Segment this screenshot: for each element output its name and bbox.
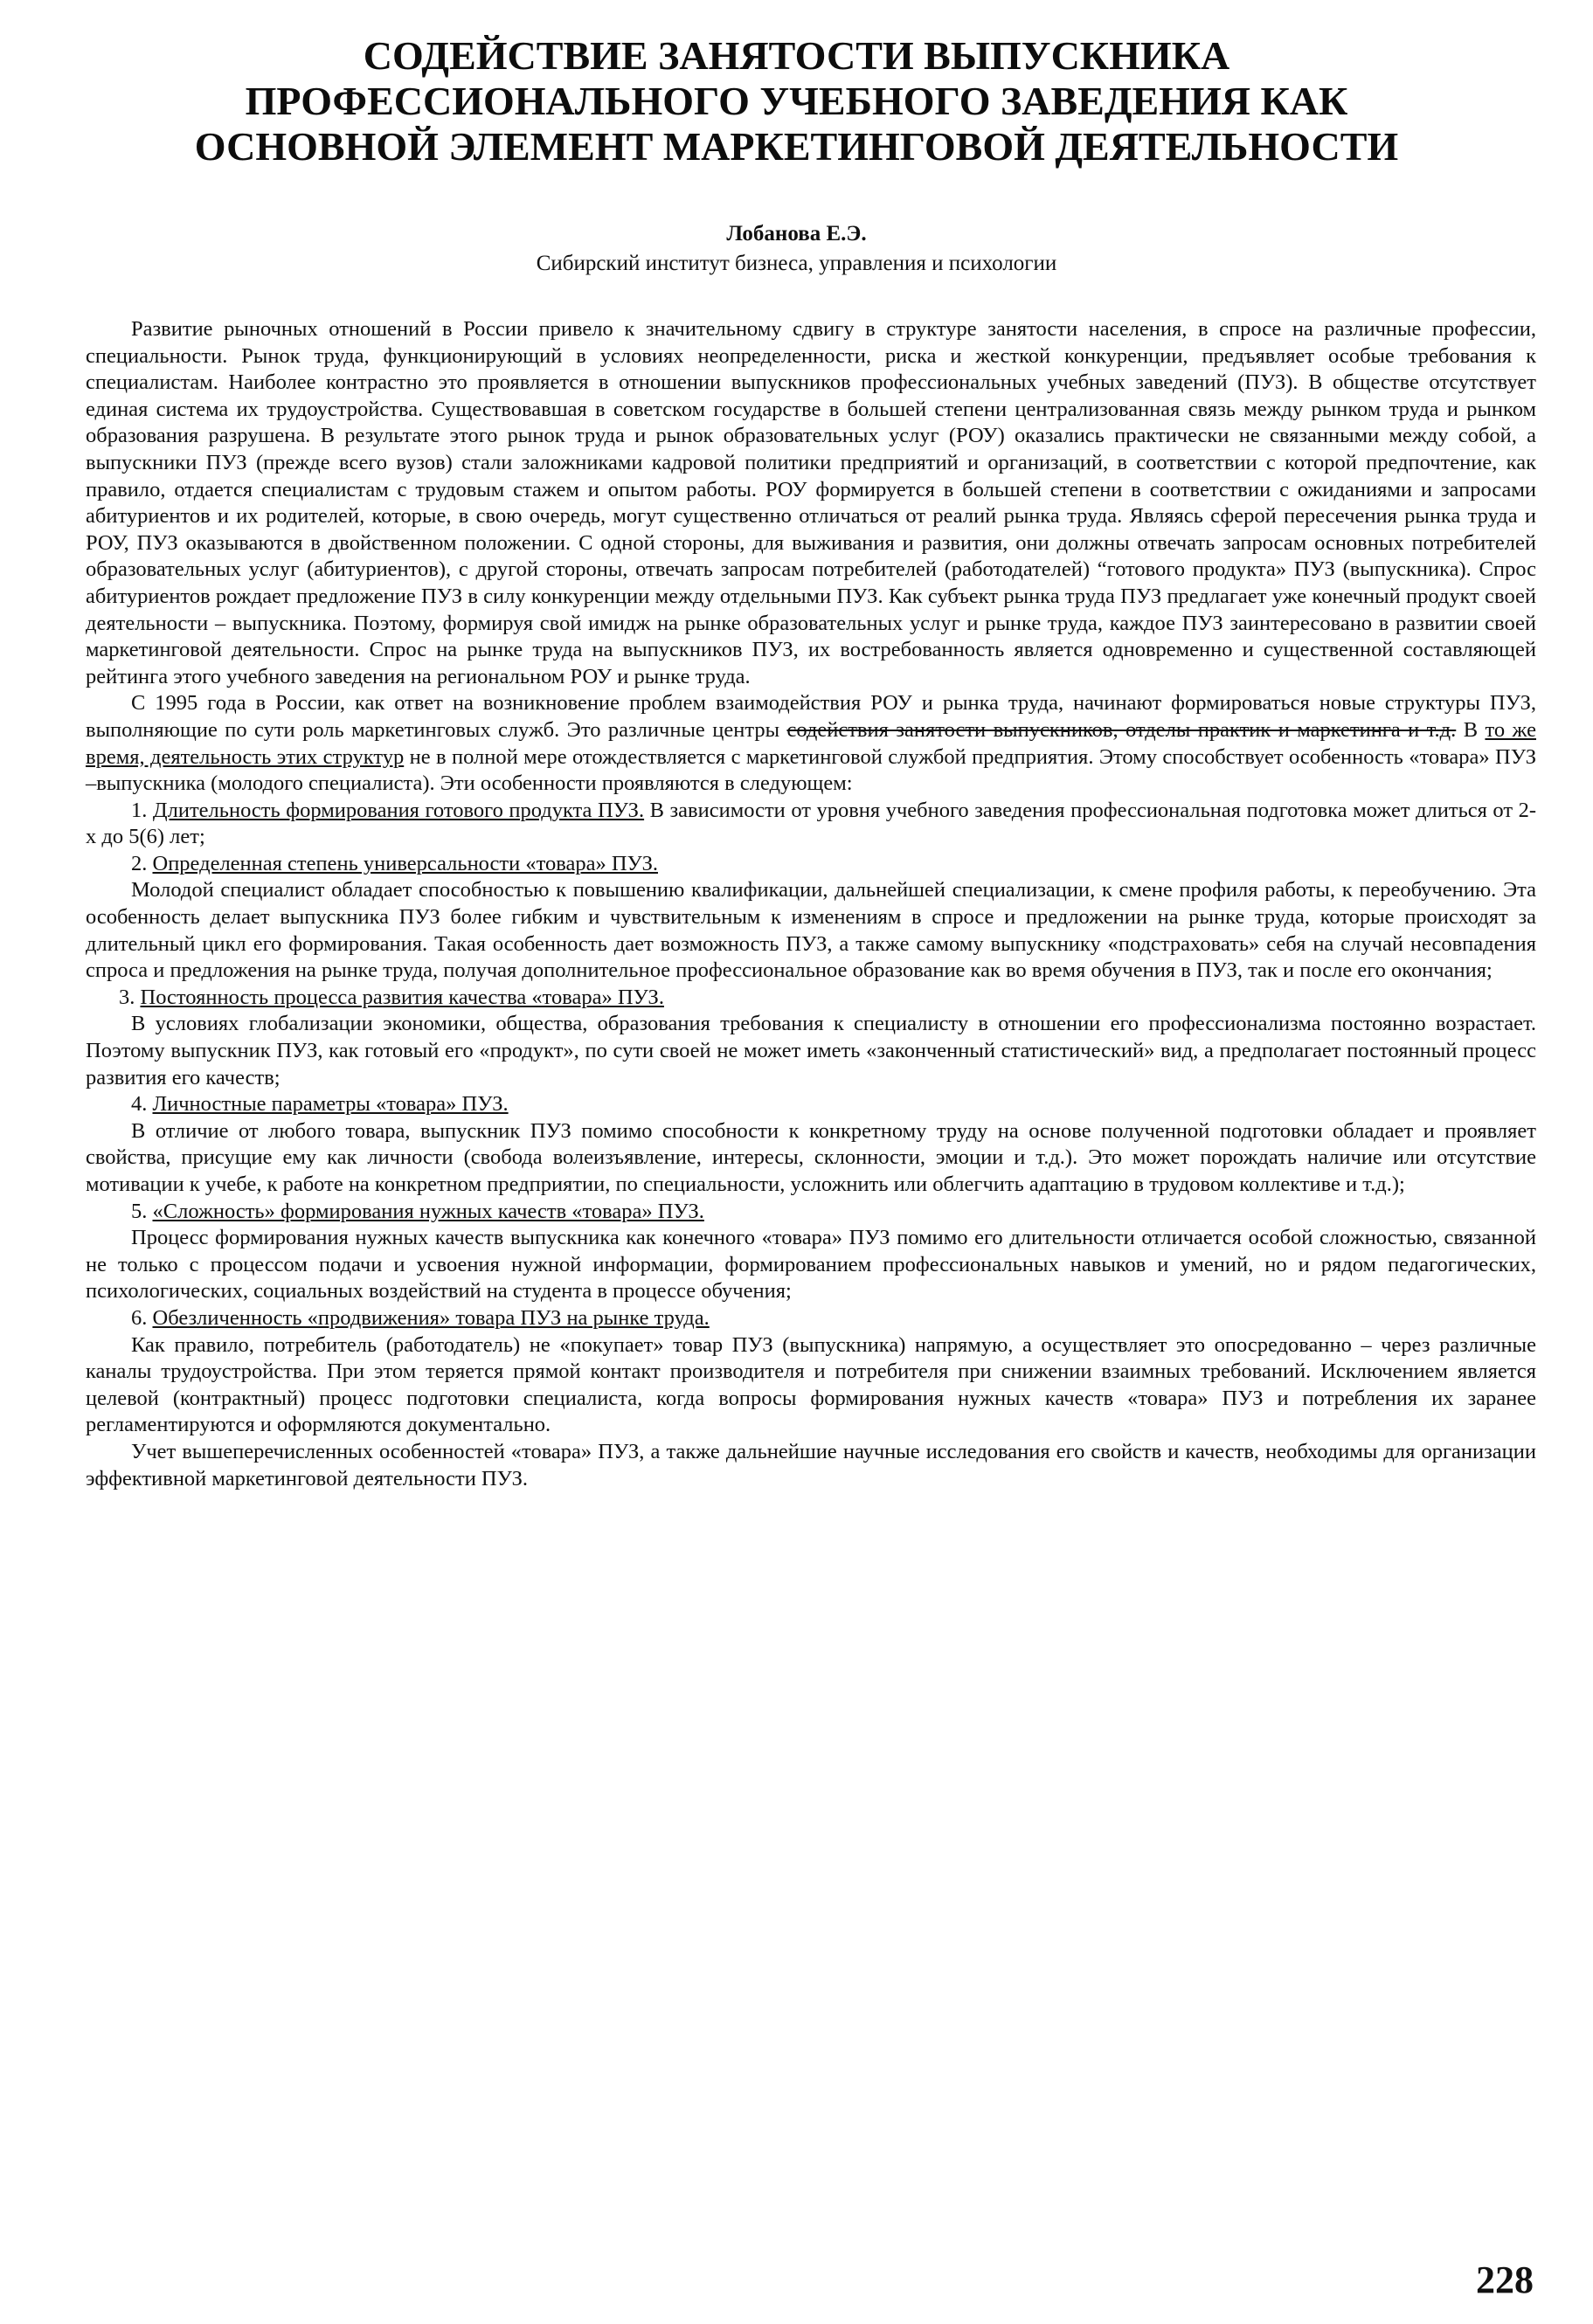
underlined-text: то же время, деятельность этих структур <box>86 717 1536 769</box>
list-item-3-heading <box>86 985 1536 1012</box>
item-heading: Личностные параметры «товара» ПУЗ. <box>152 1092 509 1117</box>
list-item-2-text: Молодой специалист обладает способностью к повышению квалификации, дальнейшей специализации, к смене профиля работы, к переобучению. Эта особенность делает выпускника ПУЗ более гибким и чувствительным к изменениям в спросе и предложении на рынке труда, которые происходят за длительный цикл его формирования. Такая особенность дает возможность ПУЗ, а также самому выпускнику «подстраховать» себя на случай несовпадения спроса и предложения на рынке труда, получая дополнительное профессиональное образование как во время обучения в ПУЗ, так и после его окончания; <box>86 878 1536 983</box>
author-name: Лобанова Е.Э. <box>726 222 867 246</box>
paragraph-text: С 1995 года в России, как ответ на возникновение проблем взаимодействия РОУ и рынка труда, начинают формироваться новые структуры ПУЗ, выполняющие по сути роль маркетинговых служб. Это различные центры <box>86 691 1536 742</box>
list-item-1 <box>86 798 1536 851</box>
list-item-4-text: В отличие от любого товара, выпускник ПУЗ помимо способности к конкретному труду на основе полученной подготовки обладает и проявляет свойства, присущие ему как личности (свобода волеизъявление, интересы, склонности, эмоции и т.д.). Это может порождать наличие или отсутствие мотивации к учебе, к работе на конкретном предприятии, по специальности, усложнить или облегчить адаптацию в трудовом коллективе и т.д.); <box>86 1118 1536 1196</box>
paragraph-structures <box>86 690 1536 797</box>
item-number: 3. <box>119 985 141 1009</box>
item-number: 5. <box>131 1199 153 1223</box>
article-body <box>86 316 1536 1492</box>
item-number: 4. <box>131 1092 153 1117</box>
article-title <box>87 33 1506 169</box>
item-text: В зависимости от уровня учебного заведения профессиональная подготовка может длиться от 2-х до 5(6) лет; <box>86 798 1537 849</box>
author-affiliation: Сибирский институт бизнеса, управления и психологии <box>536 252 1057 275</box>
list-item-3-text: В условиях глобализации экономики, общества, образования требования к специалисту в отношении его профессионализма постоянно возрастает. Поэтому выпускник ПУЗ, как готовый его «продукт», по сути своей не может иметь «законченный статистический» вид, а предполагает постоянный процесс развития его качеств; <box>86 1012 1536 1089</box>
item-number: 1. <box>131 798 153 822</box>
item-heading: Длительность формирования готового продукта ПУЗ. <box>152 798 645 822</box>
item-number: 2. <box>131 851 153 875</box>
list-item-6-heading <box>86 1305 1536 1332</box>
paragraph-text: В <box>1456 717 1486 742</box>
item-heading: Обезличенность «продвижения» товара ПУЗ на рынке труда. <box>152 1305 710 1330</box>
item-number: 6. <box>131 1305 153 1330</box>
item-heading: Постоянность процесса развития качества «товара» ПУЗ. <box>140 985 664 1009</box>
page-number: 228 <box>1476 2258 1534 2301</box>
list-item-5-heading <box>86 1199 1536 1226</box>
list-item-5-text: Процесс формирования нужных качеств выпускника как конечного «товара» ПУЗ помимо его длительности отличается особой сложностью, связанной не только с процессом подачи и усвоения нужной информации, формированием профессиональных навыков и умений, но и рядом педагогических, психологических, социальных воздействий на студента в процессе обучения; <box>86 1226 1536 1304</box>
paragraph-conclusion: Учет вышеперечисленных особенностей «товара» ПУЗ, а также дальнейшие научные исследования его свойств и качеств, необходимы для организации эффективной маркетинговой деятельности ПУЗ. <box>86 1439 1536 1491</box>
item-heading: «Сложность» формирования нужных качеств «товара» ПУЗ. <box>152 1199 704 1223</box>
paragraph-intro: Развитие рыночных отношений в России привело к значительному сдвигу в структуре занятости населения, в спросе на различные профессии, специальности. Рынок труда, функционирующий в условиях неопределенности, риска и жесткой конкуренции, предъявляет особые требования к специалистам. Наиболее контрастно это проявляется в отношении выпускников профессиональных учебных заведений (ПУЗ). В обществе отсутствует единая система их трудоустройства. Существовавшая в советском государстве в большей степени централизованная связь между рынком труда и рынком образования разрушена. В результате этого рынок труда и рынок образовательных услуг (РОУ) оказались практически не связанными между собой, а выпускники ПУЗ (прежде всего вузов) стали заложниками кадровой политики предприятий и организаций, в соответствии с которой предпочтение, как правило, отдается специалистам с трудовым стажем и опытом работы. РОУ формируется в большей степени в соответствии с ожиданиями и запросами абитуриентов и их родителей, которые, в свою очередь, могут существенно отличаться от реалий рынка труда. Являясь сферой пересечения рынка труда и РОУ, ПУЗ оказываются в двойственном положении. С одной стороны, для выживания и развития, они должны отвечать запросам основных потребителей образовательных услуг (абитуриентов), с другой стороны, отвечать запросам потребителей (работодателей) “готового продукта» ПУЗ (выпускника). Спрос абитуриентов рождает предложение ПУЗ в силу конкуренции между отдельными ПУЗ. Как субъект рынка труда ПУЗ предлагает уже конечный продукт своей деятельности – выпускника. Поэтому, формируя свой имидж на рынке образовательных услуг и рынке труда, каждое ПУЗ заинтересовано в развитии своей маркетинговой деятельности. Спрос на рынке труда на выпускников ПУЗ, их востребованность является одновременно и существенной составляющей рейтинга этого учебного заведения на региональном РОУ и рынке труда. <box>86 317 1536 688</box>
title-line-2: ПРОФЕССИОНАЛЬНОГО УЧЕБНОГО ЗАВЕДЕНИЯ КАК <box>245 79 1348 123</box>
paragraph-text: не в полной мере отождествляется с маркетинговой службой предприятия. Этому способствует особенность «товара» ПУЗ –выпускника (молодого специалиста). Эти особенности проявляются в следующем: <box>86 744 1536 796</box>
title-line-1: СОДЕЙСТВИЕ ЗАНЯТОСТИ ВЫПУСКНИКА <box>363 33 1230 78</box>
title-line-3: ОСНОВНОЙ ЭЛЕМЕНТ МАРКЕТИНГОВОЙ ДЕЯТЕЛЬНОСТИ <box>194 124 1399 169</box>
struck-text: содействия занятости выпускников, отделы практик и маркетинга и т.д. <box>786 717 1457 742</box>
list-item-2-heading <box>86 851 1536 878</box>
list-item-4-heading <box>86 1091 1536 1118</box>
item-heading: Определенная степень универсальности «товара» ПУЗ. <box>152 851 658 875</box>
list-item-6-text: Как правило, потребитель (работодатель) не «покупает» товар ПУЗ (выпускника) напрямую, а осуществляет это опосредованно – через различные каналы трудоустройства. При этом теряется прямой контакт производителя и потребителя при снижении взаимных требований. Исключением является целевой (контрактный) процесс подготовки специалиста, когда вопросы формирования нужных качеств «товара» ПУЗ и потребления их заранее регламентируются и оформляются документально. <box>86 1332 1536 1437</box>
